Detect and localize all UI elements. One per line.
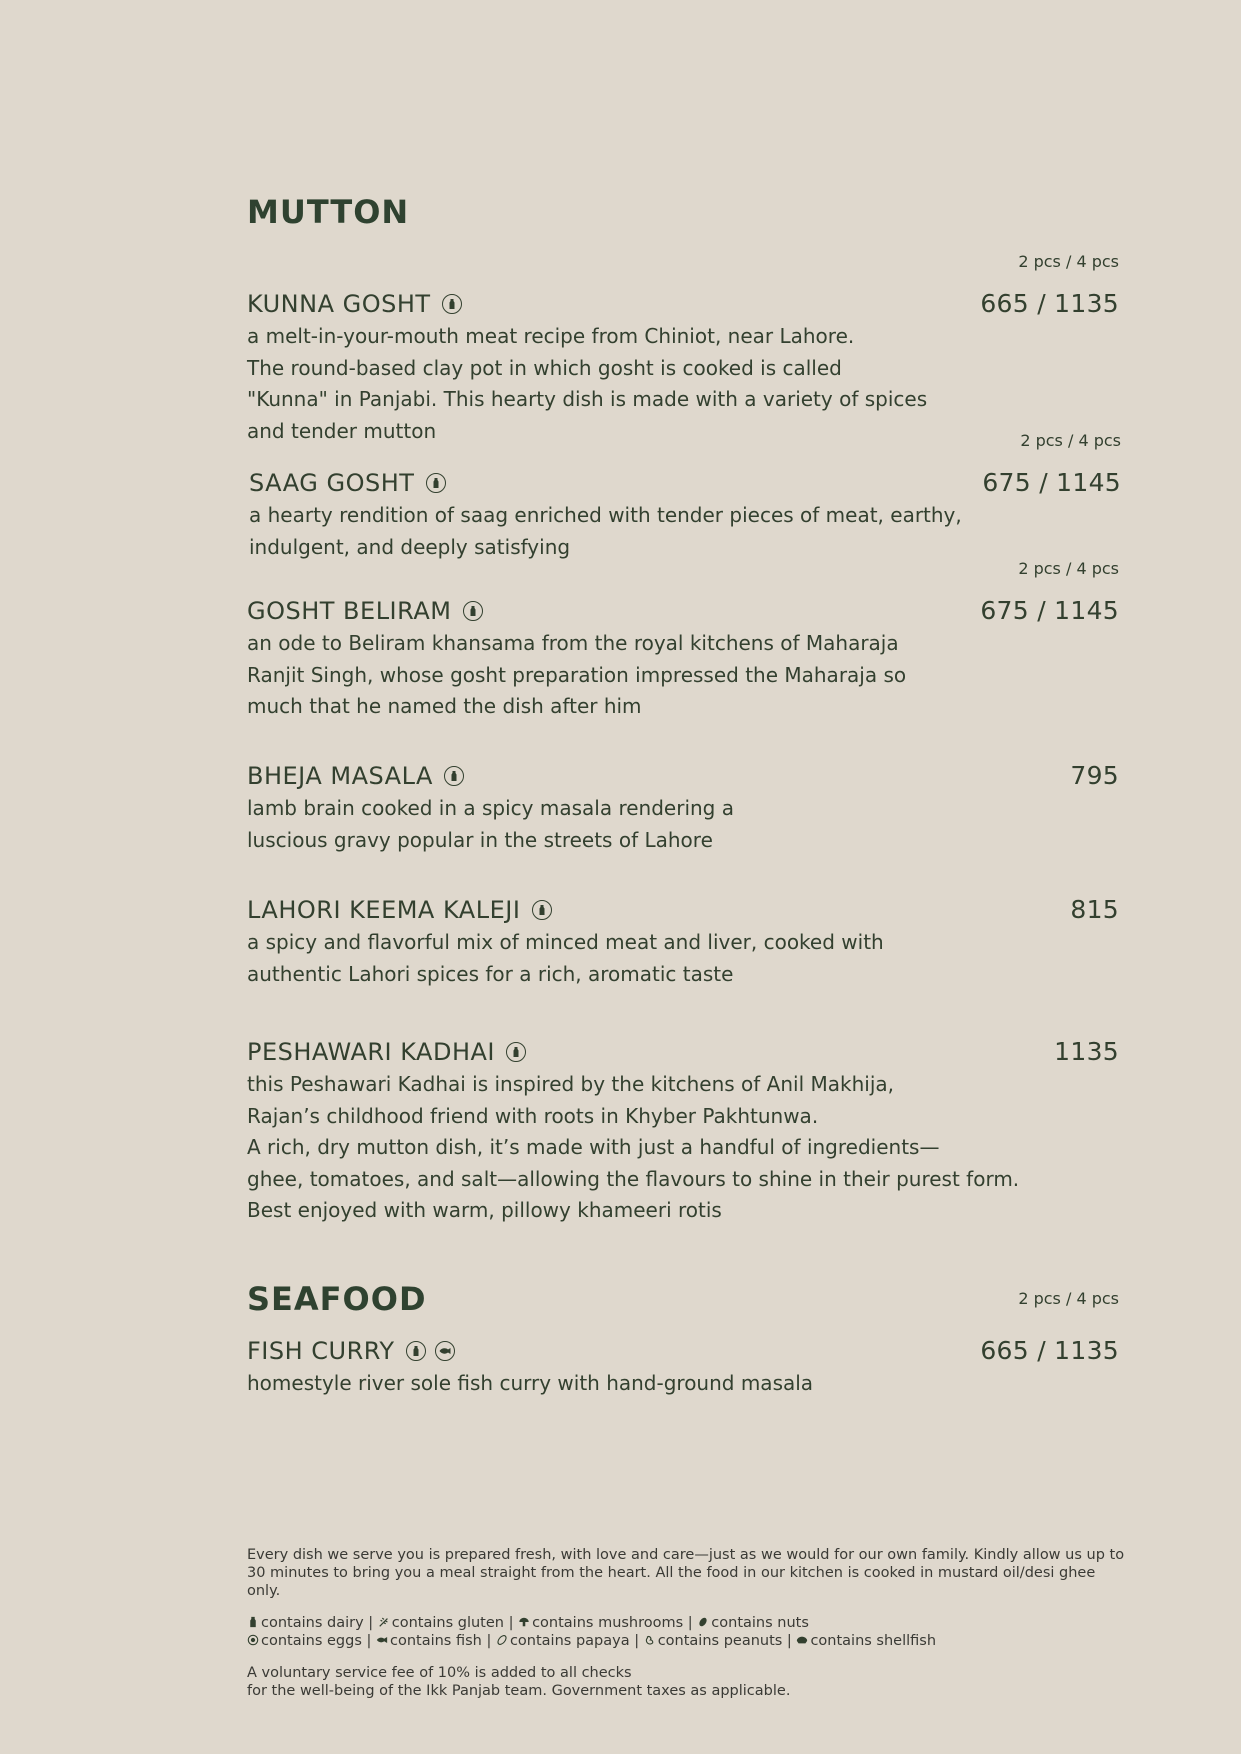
gluten-icon [378, 1615, 392, 1631]
service-fee-note: A voluntary service fee of 10% is added to all checks for the well-being of the Ikk Panjab team. Government taxes as applicable. [247, 1665, 791, 1699]
legend-label: contains mushrooms | [532, 1615, 693, 1631]
item-description: a spicy and flavorful mix of minced meat and liver, cooked with authentic Lahori spices for a rich, aromatic taste [247, 930, 884, 986]
legend-label: contains eggs | [261, 1633, 372, 1649]
allergen-legend-row-1 [247, 1614, 1127, 1632]
papaya-icon [496, 1633, 510, 1649]
egg-icon [247, 1633, 261, 1649]
item-description: this Peshawari Kadhai is inspired by the kitchens of Anil Makhija, Rajan’s childhood friend with roots in Khyber Pakhtunwa. A rich, dry mutton dish, it’s made with just a handful of ingredients— ghee, tomatoes, and salt—allowing the flavours to shine in their purest form. Best enjoyed with warm, pillowy khameeri rotis [247, 1072, 1020, 1222]
dairy-icon [444, 766, 464, 786]
legend-label: contains fish | [389, 1633, 492, 1649]
item-description: a hearty rendition of saag enriched with tender pieces of meat, earthy, indulgent, and deeply satisfying [249, 503, 962, 559]
section-title-seafood: SEAFOOD [247, 1280, 427, 1318]
item-name: GOSHT BELIRAM [247, 597, 452, 625]
footer [247, 1546, 1127, 1700]
menu-item-bheja-masala [247, 760, 1119, 856]
legend-label: contains peanuts | [657, 1633, 792, 1649]
dairy-icon [406, 1341, 426, 1361]
dairy-icon [247, 1615, 261, 1631]
portion-label: 2 pcs / 4 pcs [1020, 431, 1121, 450]
legend-label: contains dairy | [261, 1615, 374, 1631]
menu-item-lahori-keema-kaleji [247, 894, 1119, 990]
section-title-mutton: MUTTON [247, 193, 410, 231]
item-name: KUNNA GOSHT [247, 290, 431, 318]
item-price: 795 [1070, 761, 1119, 790]
item-name: SAAG GOSHT [249, 469, 415, 497]
item-name: LAHORI KEEMA KALEJI [247, 896, 521, 924]
mushroom-icon [518, 1615, 532, 1631]
portion-label: 2 pcs / 4 pcs [1018, 1289, 1119, 1308]
dairy-icon [463, 601, 483, 621]
item-description: a melt-in-your-mouth meat recipe from Chiniot, near Lahore. The round-based clay pot in which gosht is cooked is called "Kunna" in Panjabi. This hearty dish is made with a variety of spices and tender mutton [247, 324, 928, 443]
peanut-icon [644, 1633, 658, 1649]
item-price: 675 / 1145 [982, 468, 1121, 497]
portion-label: 2 pcs / 4 pcs [1018, 252, 1119, 271]
menu-item-saag-gosht [249, 431, 1121, 563]
item-description: lamb brain cooked in a spicy masala rendering a luscious gravy popular in the streets of Lahore [247, 796, 734, 852]
legend-label: contains nuts [711, 1615, 809, 1631]
legend-label: contains papaya | [509, 1633, 640, 1649]
item-price: 665 / 1135 [980, 289, 1119, 318]
fish-icon [435, 1341, 455, 1361]
dairy-icon [532, 900, 552, 920]
portion-label: 2 pcs / 4 pcs [1018, 559, 1119, 578]
item-price: 815 [1070, 895, 1119, 924]
shellfish-icon [796, 1633, 810, 1649]
legend-label: contains gluten | [391, 1615, 514, 1631]
menu-item-peshawari-kadhai [247, 1036, 1119, 1227]
nut-icon [697, 1615, 711, 1631]
item-description: homestyle river sole fish curry with hand-ground masala [247, 1371, 814, 1395]
fish-icon [376, 1633, 390, 1649]
item-price: 665 / 1135 [980, 1336, 1119, 1365]
item-name: PESHAWARI KADHAI [247, 1038, 495, 1066]
allergen-legend-row-2 [247, 1632, 1127, 1650]
legend-label: contains shellfish [810, 1633, 937, 1649]
dairy-icon [426, 473, 446, 493]
menu-item-kunna-gosht [247, 252, 1119, 447]
dairy-icon [506, 1042, 526, 1062]
item-price: 675 / 1145 [980, 596, 1119, 625]
menu-item-gosht-beliram [247, 559, 1119, 723]
item-price: 1135 [1054, 1037, 1119, 1066]
item-name: FISH CURRY [247, 1337, 395, 1365]
item-description: an ode to Beliram khansama from the royal kitchens of Maharaja Ranjit Singh, whose gosht preparation impressed the Maharaja so much that he named the dish after him [247, 631, 907, 718]
footer-intro: Every dish we serve you is prepared fresh, with love and care—just as we would for our own family. Kindly allow us up to 30 minutes to bring you a meal straight from the heart. All the food in our kitchen is cooked in mustard oil/desi ghee only. [247, 1547, 1125, 1599]
dairy-icon [442, 294, 462, 314]
item-name: BHEJA MASALA [247, 762, 433, 790]
